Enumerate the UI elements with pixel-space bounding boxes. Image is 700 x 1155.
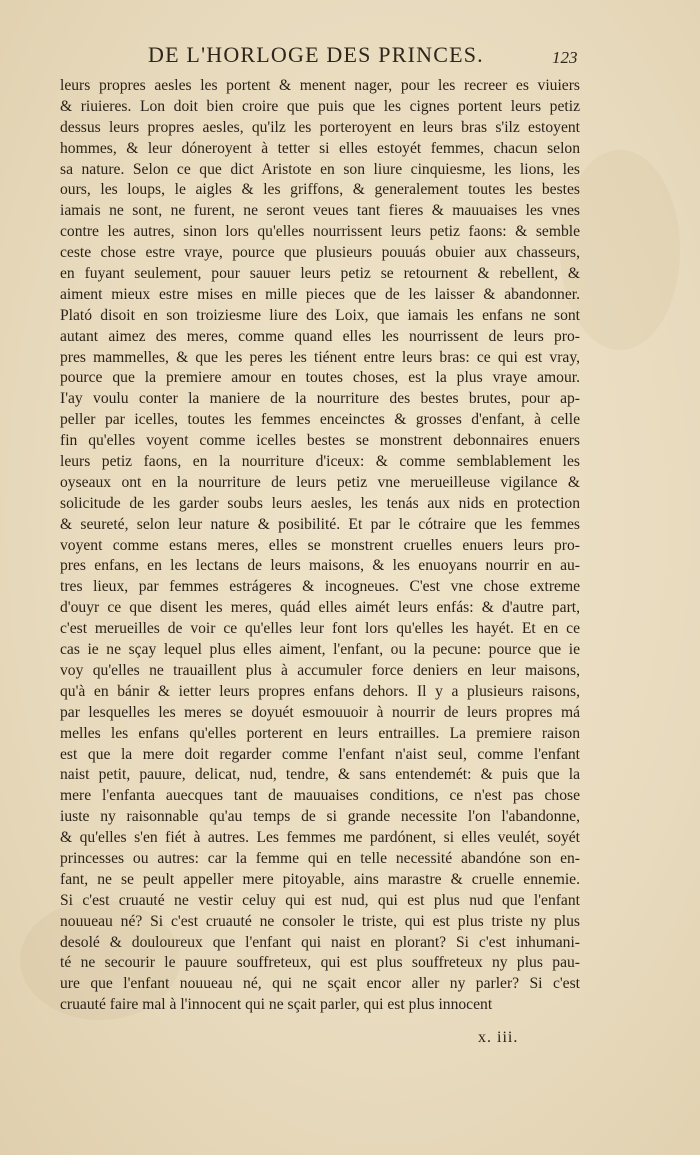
page-number: 123 — [552, 48, 578, 67]
text-line: ours, les loups, le aigles & les griffons, & generalement toutes les bestes — [60, 181, 580, 199]
running-title: DE L'HORLOGE DES PRINCES. — [148, 42, 484, 67]
text-line: princesses ou autres: car la femme qui en telle necessité abandóne son en- — [60, 849, 580, 867]
text-line: par lesquelles les meres se doyuét esmouuoir à nourrir de leurs propres má — [60, 703, 580, 721]
text-line: iamais ne sont, ne furent, ne seront veues tant fieres & mauuaises les vnes — [60, 202, 580, 220]
text-line: Plató disoit en son troiziesme liure des Loix, que iamais les enfans ne sont — [60, 306, 580, 324]
text-line: qu'à en bánir & ietter leurs propres enfans dehors. Il y a plusieurs raisons, — [60, 682, 580, 700]
text-line: ceste chose estre vraye, pource que plusieurs pouuás obuier aux chasseurs, — [60, 244, 580, 262]
text-line: naist petit, pauure, delicat, nud, tendre, & sans entendemét: & puis que la — [60, 766, 580, 784]
signature-mark: x. iii. — [478, 1029, 519, 1046]
text-line: melles les enfans qu'elles porterent en leurs entrailles. La premiere raison — [60, 724, 580, 742]
text-line: leurs petiz faons, en la nourriture d'iceux: & comme semblablement les — [60, 453, 580, 471]
text-line: solicitude de les garder soubs leurs aesles, les tenás aux nids en protection — [60, 494, 580, 512]
text-line: sa nature. Selon ce que dict Aristote en son liure cinquiesme, les lions, les — [60, 160, 580, 178]
text-line: aiment mieux estre mises en mille pieces que de les laisser & abandonner. — [60, 285, 580, 303]
text-line: peller par icelles, toutes les femmes enceinctes & grosses d'enfant, à celle — [60, 411, 580, 429]
text-line: d'ouyr ce que disent les meres, quád elles aimét leurs enfás: & d'autre part, — [60, 599, 580, 617]
text-line: cas ie ne sçay lequel plus elles aiment, l'enfant, ou la pecune: pource que ie — [60, 641, 580, 659]
text-line: I'ay voulu conter la maniere de la nourriture des bestes brutes, pour ap- — [60, 390, 580, 408]
text-line: té ne secourir le pauure souffreteux, qui est plus souffreteux ny plus pau- — [60, 954, 580, 972]
text-line: pres mammelles, & que les peres les tiénent entre leurs bras: ce qui est vray, — [60, 348, 580, 366]
text-line: ure que l'enfant nouueau né, qui ne sçait encor aller ny parler? Si c'est — [60, 975, 580, 993]
text-line: fin qu'elles voyent comme icelles bestes se monstrent debonnaires enuers — [60, 432, 580, 450]
text-line: tres lieux, par femmes estrágeres & incogneues. C'est vne chose extreme — [60, 578, 580, 596]
text-line: mere l'enfanta auecques tant de mauuaises conditions, ce n'est pas chose — [60, 787, 580, 805]
text-line: est que la mere doit regarder comme l'enfant n'aist seul, comme l'enfant — [60, 745, 580, 763]
text-line: oyseaux ont en la nourriture de leurs petiz vne merueilleuse vigilance & — [60, 473, 580, 491]
text-line: fant, ne se peult appeller mere pitoyable, ains marastre & cruelle ennemie. — [60, 870, 580, 888]
text-line: pource que la premiere amour en toutes choses, est la plus vraye amour. — [60, 369, 580, 387]
text-line: en fuyant seulement, pour sauuer leurs petiz se retournent & rebellent, & — [60, 265, 580, 283]
text-line: leurs propres aesles les portent & menent nager, pour les recreer es viuiers — [60, 77, 580, 94]
text-line: Si c'est cruauté ne vestir celuy qui est nud, qui est plus nud que l'enfant — [60, 891, 580, 909]
text-line: & seureté, selon leur nature & posibilité. Et par le cótraire que les femmes — [60, 515, 580, 533]
text-line: voy qu'elles ne trauaillent plus à accumuler force deniers en leur maisons, — [60, 661, 580, 679]
text-line: dessus leurs propres aesles, qu'ilz les porteroyent en leurs bras s'ilz estoyent — [60, 118, 580, 136]
text-line: c'est merueilles de voir ce qu'elles leur font lors qu'elles les hayét. Et en ce — [60, 620, 580, 638]
text-line: iuste ny raisonnable qu'au temps de si grande necessite l'on l'abandonne, — [60, 808, 580, 826]
text-line: nouueau né? Si c'est cruauté ne consoler le triste, qui est plus triste ny plus — [60, 912, 580, 930]
text-line: & qu'elles s'en fiét à autres. Les femmes me pardónent, si elles veulét, soyét — [60, 829, 580, 847]
text-line: voyent comme estans meres, elles se monstrent cruelles enuers leurs pro- — [60, 536, 580, 554]
text-line: contre les autres, sinon lors qu'elles nourrissent leurs petiz faons: & semble — [60, 223, 580, 241]
text-line: hommes, & leur dóneroyent à tetter si elles estoyét femmes, chacun selon — [60, 139, 580, 157]
text-line: cruauté faire mal à l'innocent qui ne sçait parler, qui est plus innocent — [60, 996, 493, 1014]
text-line: desolé & douloureux que l'enfant qui naist en plorant? Si c'est inhumani- — [60, 933, 580, 951]
text-line: pres enfans, en les lectans de leurs maisons, & les enuoyans nourrir en au- — [60, 557, 580, 575]
text-line: & riuieres. Lon doit bien croire que puis que les cignes portent leurs petiz — [60, 97, 580, 115]
running-head — [0, 42, 700, 72]
body-text — [60, 76, 580, 1016]
text-line: autant aimez des meres, comme quand elles les nourrissent de leurs pro- — [60, 327, 580, 345]
